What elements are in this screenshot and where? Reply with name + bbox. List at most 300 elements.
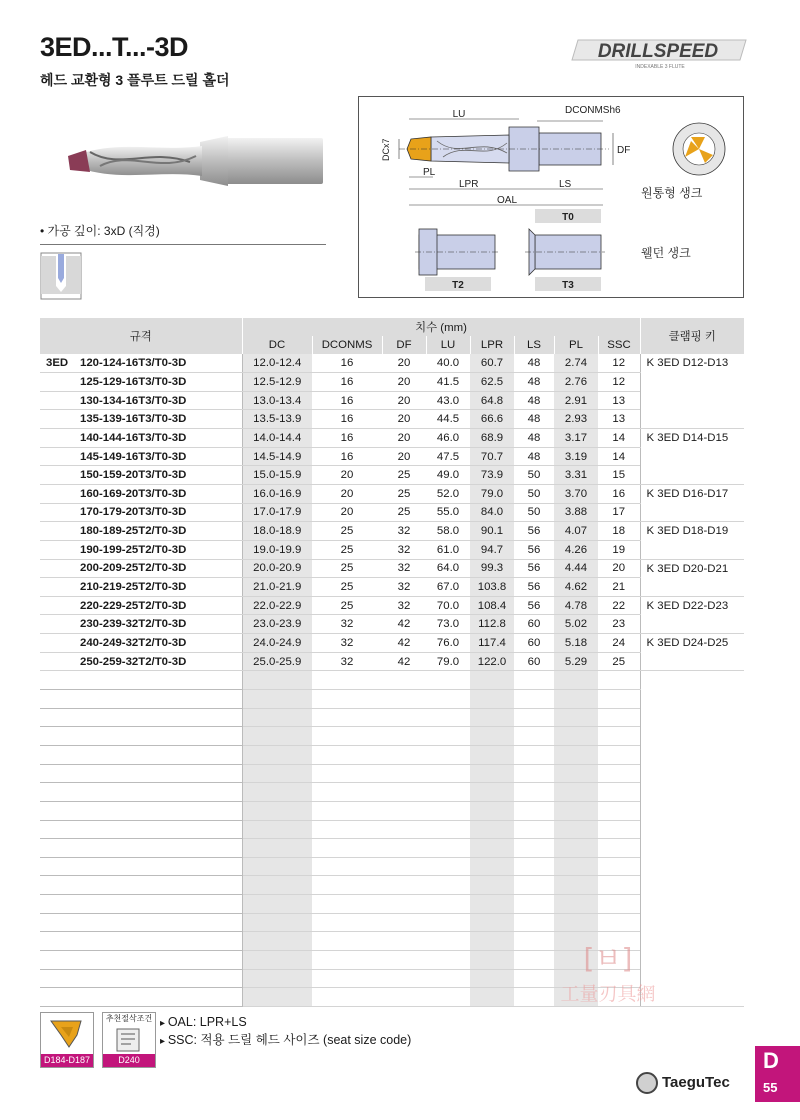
cell-pl: 4.78 [554, 596, 598, 615]
cell-dc: 12.5-12.9 [242, 373, 312, 392]
cell-ssc: 25 [598, 652, 640, 671]
cell-dconms: 16 [312, 410, 382, 429]
cell-lu: 76.0 [426, 634, 470, 653]
cell-pl: 4.07 [554, 522, 598, 541]
cell-empty [426, 857, 470, 876]
cell-ref-empty [40, 913, 242, 932]
cell-clamp: K 3ED D18-D19 [640, 522, 744, 559]
table-row [40, 540, 744, 559]
cell-empty [242, 969, 312, 988]
cell-ls: 48 [514, 447, 554, 466]
cell-empty [426, 951, 470, 970]
cell-pl: 5.29 [554, 652, 598, 671]
cell-lpr: 60.7 [470, 354, 514, 373]
cutting-conditions-reference[interactable] [102, 1012, 156, 1068]
cell-empty [242, 951, 312, 970]
ref-code: 135-139-16T3/T0-3D [80, 413, 187, 426]
cell-empty [514, 783, 554, 802]
cell-empty [470, 727, 514, 746]
cell-empty [312, 988, 382, 1007]
cell-empty [426, 820, 470, 839]
cell-df: 20 [382, 410, 426, 429]
empty-row [40, 745, 744, 764]
empty-row [40, 839, 744, 858]
empty-row [40, 820, 744, 839]
cell-empty [554, 913, 598, 932]
cell-ls: 60 [514, 615, 554, 634]
cell-ref [40, 429, 242, 448]
cell-pl: 4.44 [554, 559, 598, 578]
cell-df: 42 [382, 652, 426, 671]
cell-ssc: 12 [598, 354, 640, 373]
drill-head-reference[interactable] [40, 1012, 94, 1068]
cell-empty [382, 764, 426, 783]
cell-ref-empty [40, 783, 242, 802]
empty-row [40, 876, 744, 895]
cell-empty [242, 839, 312, 858]
cell-empty [554, 764, 598, 783]
cell-ref [40, 634, 242, 653]
cell-empty [312, 969, 382, 988]
cell-dconms: 20 [312, 484, 382, 503]
cell-dconms: 32 [312, 615, 382, 634]
cell-empty [312, 745, 382, 764]
cell-dconms: 32 [312, 634, 382, 653]
cell-dconms: 16 [312, 447, 382, 466]
cell-ls: 50 [514, 484, 554, 503]
cell-empty [242, 690, 312, 709]
cell-ssc: 19 [598, 540, 640, 559]
cell-df: 20 [382, 373, 426, 392]
ref-code: 220-229-25T2/T0-3D [80, 599, 187, 612]
drill-head-icon [41, 1013, 93, 1053]
cell-empty [598, 690, 640, 709]
cell-df: 42 [382, 634, 426, 653]
cell-ref-empty [40, 988, 242, 1007]
cell-empty [382, 839, 426, 858]
cell-pl: 2.93 [554, 410, 598, 429]
cell-ref-empty [40, 895, 242, 914]
page-subtitle: 헤드 교환형 3 플루트 드릴 홀더 [40, 72, 230, 88]
cell-df: 32 [382, 596, 426, 615]
cell-df: 25 [382, 484, 426, 503]
cell-ls: 48 [514, 354, 554, 373]
cell-empty [242, 671, 312, 690]
cell-empty [470, 839, 514, 858]
cell-empty [382, 857, 426, 876]
cell-empty [470, 708, 514, 727]
cell-empty [312, 708, 382, 727]
cell-ref [40, 373, 242, 392]
cell-empty [426, 932, 470, 951]
book-icon [103, 1025, 155, 1055]
cell-ref-empty [40, 969, 242, 988]
cell-dc: 13.5-13.9 [242, 410, 312, 429]
cell-ref [40, 522, 242, 541]
cell-df: 20 [382, 354, 426, 373]
cell-dconms: 25 [312, 596, 382, 615]
table-row [40, 578, 744, 597]
cell-dconms: 16 [312, 391, 382, 410]
cell-ref-empty [40, 671, 242, 690]
cell-dc: 21.0-21.9 [242, 578, 312, 597]
cell-df: 32 [382, 578, 426, 597]
cell-empty [382, 671, 426, 690]
cell-empty [470, 876, 514, 895]
machining-depth-note: • 가공 깊이: 3xD (직경) [40, 224, 160, 238]
cell-empty [514, 857, 554, 876]
cell-ref [40, 615, 242, 634]
cell-ref [40, 466, 242, 485]
cell-empty [598, 745, 640, 764]
empty-row [40, 708, 744, 727]
cell-lu: 67.0 [426, 578, 470, 597]
cell-empty [242, 801, 312, 820]
shank-code-t2: T2 [452, 280, 464, 291]
cell-empty [426, 895, 470, 914]
cell-ls: 56 [514, 559, 554, 578]
ref-code: 145-149-16T3/T0-3D [80, 450, 187, 463]
table-row [40, 373, 744, 392]
cell-empty [382, 820, 426, 839]
dim-dconms: DCONMSh6 [565, 105, 621, 116]
col-ssc: SSC [598, 336, 640, 354]
empty-row [40, 895, 744, 914]
ref-code: 160-169-20T3/T0-3D [80, 487, 187, 500]
cell-lu: 73.0 [426, 615, 470, 634]
ref-code: 230-239-32T2/T0-3D [80, 618, 187, 631]
cell-ref-empty [40, 690, 242, 709]
cell-empty [514, 913, 554, 932]
cell-dc: 18.0-18.9 [242, 522, 312, 541]
cell-ref-empty [40, 708, 242, 727]
cell-dc: 24.0-24.9 [242, 634, 312, 653]
cell-empty [514, 690, 554, 709]
cell-lpr: 99.3 [470, 559, 514, 578]
cell-lu: 61.0 [426, 540, 470, 559]
cell-ssc: 24 [598, 634, 640, 653]
dim-oal: OAL [497, 195, 518, 206]
cell-lpr: 68.9 [470, 429, 514, 448]
cell-empty [598, 913, 640, 932]
cell-dc: 13.0-13.4 [242, 391, 312, 410]
cell-dconms: 25 [312, 540, 382, 559]
cell-empty [514, 745, 554, 764]
cell-ref [40, 652, 242, 671]
cell-empty [242, 764, 312, 783]
cell-dconms: 16 [312, 354, 382, 373]
cell-empty [554, 783, 598, 802]
cell-ls: 56 [514, 596, 554, 615]
cell-dc: 17.0-17.9 [242, 503, 312, 522]
cell-clamp: K 3ED D24-D25 [640, 634, 744, 671]
cell-dc: 16.0-16.9 [242, 484, 312, 503]
cell-df: 32 [382, 522, 426, 541]
cell-empty [598, 876, 640, 895]
cell-ls: 48 [514, 429, 554, 448]
cell-dconms: 32 [312, 652, 382, 671]
ref-code: 125-129-16T3/T0-3D [80, 375, 187, 388]
cell-empty [514, 839, 554, 858]
cell-empty [470, 857, 514, 876]
cell-ssc: 21 [598, 578, 640, 597]
col-lpr: LPR [470, 336, 514, 354]
page-number: 55 [763, 1080, 778, 1095]
table-row [40, 559, 744, 578]
cell-dconms: 16 [312, 429, 382, 448]
empty-row [40, 801, 744, 820]
empty-row [40, 783, 744, 802]
cell-empty [312, 951, 382, 970]
cell-empty [598, 857, 640, 876]
cell-clamp: K 3ED D14-D15 [640, 429, 744, 485]
cell-empty [470, 913, 514, 932]
cell-empty [312, 913, 382, 932]
drill-head-page-ref: D184-D187 [41, 1054, 93, 1067]
cell-empty [312, 839, 382, 858]
cell-empty [470, 745, 514, 764]
cutting-conditions-label: 추천절삭조건 [105, 1014, 153, 1023]
cell-lu: 49.0 [426, 466, 470, 485]
cell-lu: 79.0 [426, 652, 470, 671]
shank-code-t3: T3 [562, 280, 574, 291]
footnotes [160, 1014, 411, 1050]
cell-ref [40, 503, 242, 522]
cell-empty [598, 801, 640, 820]
cell-empty [242, 932, 312, 951]
cell-ssc: 22 [598, 596, 640, 615]
shank-name-t2: 웰던 생크 [641, 246, 691, 260]
col-dc: DC [242, 336, 312, 354]
ref-code: 250-259-32T2/T0-3D [80, 655, 187, 668]
cell-empty [242, 913, 312, 932]
cell-ref [40, 484, 242, 503]
cell-empty [312, 671, 382, 690]
cell-lu: 52.0 [426, 484, 470, 503]
cell-empty [598, 708, 640, 727]
cell-empty [312, 820, 382, 839]
cell-ls: 60 [514, 652, 554, 671]
cell-empty [470, 690, 514, 709]
cell-empty [242, 988, 312, 1007]
cell-empty [382, 783, 426, 802]
cell-ref [40, 540, 242, 559]
col-dconms: DCONMS [312, 336, 382, 354]
cell-empty [514, 708, 554, 727]
table-row [40, 484, 744, 503]
cell-dc: 15.0-15.9 [242, 466, 312, 485]
cell-empty [554, 857, 598, 876]
cell-dc: 25.0-25.9 [242, 652, 312, 671]
cell-df: 42 [382, 615, 426, 634]
cell-dconms: 25 [312, 522, 382, 541]
cell-empty [242, 876, 312, 895]
dim-ls: LS [559, 179, 572, 190]
cell-empty [426, 969, 470, 988]
dim-df: DF [617, 145, 631, 156]
cell-empty [554, 690, 598, 709]
cell-empty [382, 745, 426, 764]
cell-ssc: 12 [598, 373, 640, 392]
cell-ref [40, 354, 242, 373]
cell-empty [554, 671, 598, 690]
cell-pl: 3.19 [554, 447, 598, 466]
cell-empty [312, 876, 382, 895]
spec-table-body [40, 354, 744, 1006]
drillspeed-logo [570, 34, 750, 70]
table-row [40, 615, 744, 634]
cell-empty [426, 876, 470, 895]
cell-empty [312, 801, 382, 820]
cell-empty [382, 876, 426, 895]
cell-empty [470, 801, 514, 820]
note-oal: ▸ OAL: LPR+LS [160, 1014, 411, 1032]
cell-df: 25 [382, 466, 426, 485]
cell-ssc: 15 [598, 466, 640, 485]
empty-row [40, 671, 744, 690]
cell-ssc: 14 [598, 429, 640, 448]
cell-empty [312, 895, 382, 914]
cell-lpr: 117.4 [470, 634, 514, 653]
cell-pl: 5.02 [554, 615, 598, 634]
cell-empty [554, 839, 598, 858]
cell-empty [514, 764, 554, 783]
ref-code: 190-199-25T2/T0-3D [80, 543, 187, 556]
ref-code: 240-249-32T2/T0-3D [80, 636, 187, 649]
cell-lpr: 79.0 [470, 484, 514, 503]
logo-tagline: INDEXABLE 3 FLUTE [635, 64, 685, 70]
dimension-diagram [358, 96, 744, 298]
cell-ssc: 13 [598, 391, 640, 410]
ref-code: 130-134-16T3/T0-3D [80, 394, 187, 407]
cell-dc: 22.0-22.9 [242, 596, 312, 615]
cell-empty [426, 913, 470, 932]
cell-empty [598, 764, 640, 783]
cell-empty [382, 895, 426, 914]
table-row [40, 447, 744, 466]
cell-empty [470, 820, 514, 839]
cell-empty [598, 895, 640, 914]
cell-empty [382, 951, 426, 970]
cell-empty [426, 783, 470, 802]
cell-lpr: 103.8 [470, 578, 514, 597]
cell-empty [242, 708, 312, 727]
cell-empty [514, 876, 554, 895]
cell-lu: 44.5 [426, 410, 470, 429]
cell-empty [470, 671, 514, 690]
cell-df: 25 [382, 503, 426, 522]
cell-pl: 3.88 [554, 503, 598, 522]
dim-lpr: LPR [459, 179, 479, 190]
spec-table [40, 318, 744, 1007]
cell-dconms: 16 [312, 373, 382, 392]
cell-empty [382, 913, 426, 932]
note-ssc: ▸ SSC: 적용 드릴 헤드 사이즈 (seat size code) [160, 1032, 411, 1050]
cell-empty [598, 671, 640, 690]
cell-pl: 5.18 [554, 634, 598, 653]
page-title: 3ED...T...-3D [40, 32, 189, 62]
cell-ls: 48 [514, 410, 554, 429]
table-row [40, 410, 744, 429]
cell-ssc: 13 [598, 410, 640, 429]
cell-clamp: K 3ED D12-D13 [640, 354, 744, 429]
cell-ls: 56 [514, 522, 554, 541]
cell-empty [242, 895, 312, 914]
taegutec-logo: TaeguTec [662, 1074, 730, 1091]
cell-dc: 12.0-12.4 [242, 354, 312, 373]
cell-empty [554, 876, 598, 895]
taegutec-logo-mark [636, 1072, 658, 1094]
cell-empty [554, 820, 598, 839]
cell-ref [40, 410, 242, 429]
cell-empty [382, 969, 426, 988]
cell-lpr: 73.9 [470, 466, 514, 485]
cell-lpr: 70.7 [470, 447, 514, 466]
cell-pl: 3.31 [554, 466, 598, 485]
cell-empty [312, 764, 382, 783]
cell-empty [426, 988, 470, 1007]
empty-row [40, 913, 744, 932]
empty-row [40, 727, 744, 746]
table-row [40, 429, 744, 448]
cell-empty [470, 895, 514, 914]
cell-lpr: 64.8 [470, 391, 514, 410]
cell-lu: 43.0 [426, 391, 470, 410]
cell-dc: 19.0-19.9 [242, 540, 312, 559]
reference-icons [40, 1012, 170, 1068]
ref-code: 150-159-20T3/T0-3D [80, 469, 187, 482]
empty-row [40, 764, 744, 783]
cell-dconms: 20 [312, 503, 382, 522]
table-row [40, 391, 744, 410]
cell-empty [242, 727, 312, 746]
dim-lu: LU [452, 109, 466, 120]
cell-empty [312, 857, 382, 876]
cell-empty [382, 727, 426, 746]
cell-empty [382, 801, 426, 820]
section-tab[interactable] [755, 1046, 800, 1102]
cell-ref-empty [40, 876, 242, 895]
cell-empty [514, 727, 554, 746]
cell-ref-empty [40, 839, 242, 858]
dim-pl: PL [423, 167, 436, 178]
cell-ref-empty [40, 951, 242, 970]
cell-lpr: 90.1 [470, 522, 514, 541]
cell-empty [598, 783, 640, 802]
cell-ref [40, 596, 242, 615]
cell-lu: 64.0 [426, 559, 470, 578]
cell-lpr: 62.5 [470, 373, 514, 392]
cell-df: 20 [382, 391, 426, 410]
cell-empty [242, 783, 312, 802]
cell-dc: 23.0-23.9 [242, 615, 312, 634]
cell-empty [426, 839, 470, 858]
cell-lpr: 66.6 [470, 410, 514, 429]
cell-ssc: 14 [598, 447, 640, 466]
cell-empty [514, 895, 554, 914]
cell-empty [242, 745, 312, 764]
cell-empty [470, 951, 514, 970]
watermark-mark: [ㅂ] [583, 942, 633, 975]
dim-dc: DCx7 [381, 138, 391, 161]
cell-lpr: 122.0 [470, 652, 514, 671]
cell-lu: 58.0 [426, 522, 470, 541]
empty-row [40, 857, 744, 876]
cell-ls: 60 [514, 634, 554, 653]
cell-empty [514, 820, 554, 839]
cell-lu: 41.5 [426, 373, 470, 392]
col-pl: PL [554, 336, 598, 354]
